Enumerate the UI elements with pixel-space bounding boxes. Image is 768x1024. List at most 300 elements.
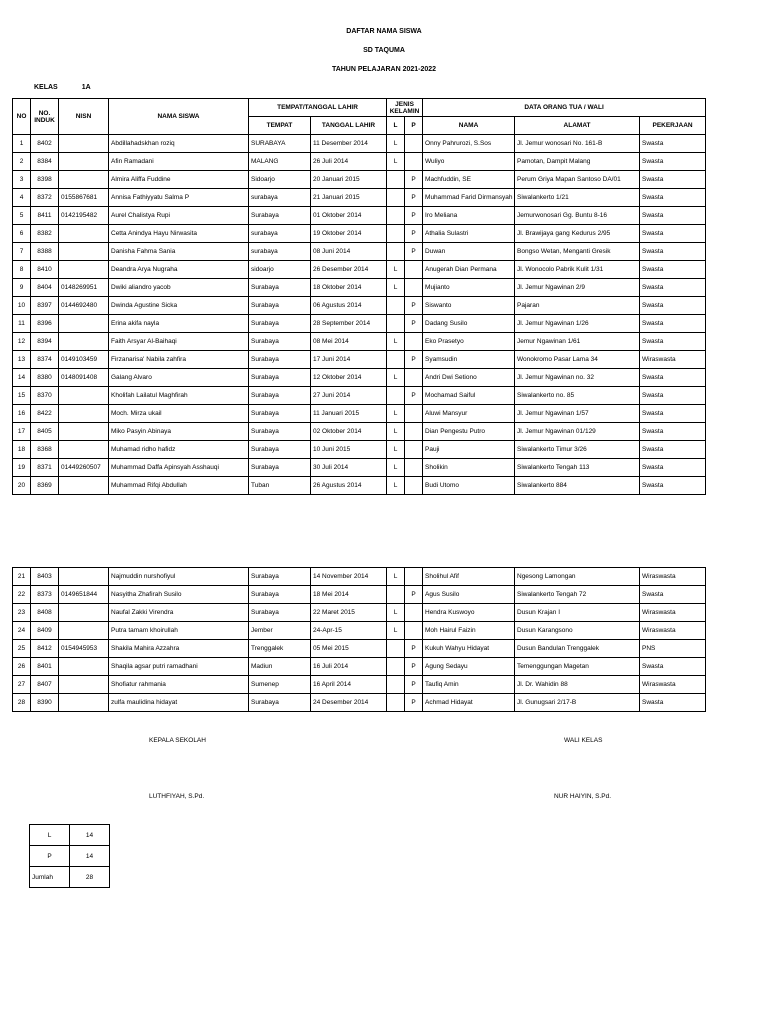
cell-no: 11 [13,315,31,333]
cell-nisn: 0144692480 [59,297,109,315]
student-row [13,676,706,694]
cell-nama-siswa: Galang Alvaro [109,369,249,387]
cell-no: 28 [13,694,31,712]
col-nisn: NISN [59,99,109,135]
cell-p [405,622,423,640]
cell-nama-siswa: Danisha Fahma Sania [109,243,249,261]
cell-alamat: Jl. Jemur wonosari No. 161-B [515,135,640,153]
student-row [13,459,706,477]
cell-nama-siswa: Miko Pasyin Abinaya [109,423,249,441]
cell-tanggal: 18 Oktober 2014 [311,279,387,297]
cell-tempat: Surabaya [249,351,311,369]
cell-tanggal: 24 Desember 2014 [311,694,387,712]
cell-nisn [59,423,109,441]
cell-tempat: Sidoarjo [249,171,311,189]
col-ttl: TEMPAT/TANGGAL LAHIR [249,99,387,117]
cell-tempat: Sumenep [249,676,311,694]
cell-no: 26 [13,658,31,676]
cell-tempat: Surabaya [249,279,311,297]
cell-induk: 8398 [31,171,59,189]
cell-ortu-nama: Iro Meliana [423,207,515,225]
student-table-continued [12,567,706,712]
cell-no: 18 [13,441,31,459]
cell-nama-siswa: Deandra Arya Nugraha [109,261,249,279]
cell-nisn [59,333,109,351]
cell-alamat: Jl. Jemur Ngawinan 2/9 [515,279,640,297]
cell-l: L [387,333,405,351]
cell-nama-siswa: Shaqila agsar putri ramadhani [109,658,249,676]
cell-tempat: Madiun [249,658,311,676]
cell-ortu-nama: Sholihul Afif [423,568,515,586]
cell-l: L [387,279,405,297]
cell-alamat: Jl. Wonocolo Pabrik Kulit 1/31 [515,261,640,279]
cell-induk: 8370 [31,387,59,405]
cell-nisn: 0148091408 [59,369,109,387]
cell-p: P [405,189,423,207]
cell-induk: 8408 [31,604,59,622]
cell-tanggal: 24-Apr-15 [311,622,387,640]
cell-induk: 8422 [31,405,59,423]
cell-induk: 8412 [31,640,59,658]
gender-summary-table [29,824,110,888]
cell-alamat: Perum Griya Mapan Santoso DA/01 [515,171,640,189]
cell-alamat: Jl. Dr. Wahidin 88 [515,676,640,694]
cell-alamat: Dusun Karangsono [515,622,640,640]
cell-tanggal: 20 Januari 2015 [311,171,387,189]
cell-p [405,279,423,297]
cell-p [405,423,423,441]
cell-nama-siswa: Faith Arsyar Al-Baihaqi [109,333,249,351]
student-row [13,604,706,622]
cell-tempat: Surabaya [249,568,311,586]
cell-tanggal: 16 Juli 2014 [311,658,387,676]
cell-tanggal: 26 Agustus 2014 [311,477,387,495]
cell-tempat: surabaya [249,243,311,261]
cell-pekerjaan: Wiraswasta [640,351,706,369]
cell-alamat: Siwalankerto Tengah 72 [515,586,640,604]
cell-tempat: Surabaya [249,441,311,459]
cell-ortu-nama: Achmad Hidayat [423,694,515,712]
student-row [13,171,706,189]
cell-no: 9 [13,279,31,297]
cell-nama-siswa: Putra tamam khoirullah [109,622,249,640]
cell-l [387,351,405,369]
summary-label: P [30,846,70,867]
cell-alamat: Jl. Jemur Ngawinan 1/26 [515,315,640,333]
cell-nama-siswa: zulfa maulidina hidayat [109,694,249,712]
cell-nama-siswa: Muhamad ridho hafidz [109,441,249,459]
cell-ortu-nama: Dian Pengestu Putro [423,423,515,441]
cell-no: 7 [13,243,31,261]
cell-nisn: 0149651844 [59,586,109,604]
cell-nisn [59,387,109,405]
cell-ortu-nama: Pauji [423,441,515,459]
cell-no: 6 [13,225,31,243]
cell-no: 4 [13,189,31,207]
homeroom-teacher-name: NUR HAIYIN, S.Pd. [554,793,612,800]
cell-tanggal: 08 Mei 2014 [311,333,387,351]
cell-l: L [387,423,405,441]
cell-tempat: Surabaya [249,333,311,351]
cell-ortu-nama: Hendra Kuswoyo [423,604,515,622]
cell-l [387,189,405,207]
cell-nisn [59,153,109,171]
cell-induk: 8401 [31,658,59,676]
cell-ortu-nama: Duwan [423,243,515,261]
cell-no: 19 [13,459,31,477]
cell-nama-siswa: Dwiki aliandro yacob [109,279,249,297]
cell-ortu-nama: Mochamad Saiful [423,387,515,405]
summary-value: 28 [70,867,110,888]
cell-l: L [387,261,405,279]
cell-alamat: Dusun Krajan I [515,604,640,622]
cell-nama-siswa: Annisa Fathiyyatu Salma P [109,189,249,207]
cell-pekerjaan: Swasta [640,261,706,279]
cell-tanggal: 17 Juni 2014 [311,351,387,369]
cell-pekerjaan: Wiraswasta [640,622,706,640]
cell-pekerjaan: Swasta [640,423,706,441]
cell-tempat: Surabaya [249,207,311,225]
cell-pekerjaan: Swasta [640,441,706,459]
summary-row [30,825,110,846]
cell-no: 27 [13,676,31,694]
cell-ortu-nama: Budi Utomo [423,477,515,495]
col-jenis-kelamin: JENIS KELAMIN [387,99,423,117]
cell-p [405,405,423,423]
cell-induk: 8388 [31,243,59,261]
cell-nisn: 0148269951 [59,279,109,297]
cell-tanggal: 11 Januari 2015 [311,405,387,423]
cell-p [405,441,423,459]
cell-pekerjaan: Swasta [640,459,706,477]
student-row [13,153,706,171]
cell-alamat: Ngesong Lamongan [515,568,640,586]
cell-ortu-nama: Moh Hairul Faizin [423,622,515,640]
cell-tanggal: 06 Agustus 2014 [311,297,387,315]
cell-nama-siswa: Erina akifa nayla [109,315,249,333]
student-row [13,694,706,712]
cell-alamat: Siwalankerto Tengah 113 [515,459,640,477]
cell-pekerjaan: Swasta [640,279,706,297]
cell-pekerjaan: Swasta [640,153,706,171]
cell-induk: 8409 [31,622,59,640]
cell-p: P [405,387,423,405]
cell-induk: 8374 [31,351,59,369]
cell-pekerjaan: Swasta [640,333,706,351]
cell-nama-siswa: Abdillahadskhan roziq [109,135,249,153]
cell-l [387,586,405,604]
academic-year: TAHUN PELAJARAN 2021-2022 [331,66,437,73]
cell-nama-siswa: Shofiatur rahmania [109,676,249,694]
cell-p: P [405,351,423,369]
cell-pekerjaan: Swasta [640,387,706,405]
cell-induk: 8368 [31,441,59,459]
cell-nisn [59,622,109,640]
cell-nisn [59,694,109,712]
cell-induk: 8410 [31,261,59,279]
cell-l [387,207,405,225]
cell-nisn [59,658,109,676]
summary-label: Jumlah [30,867,70,888]
cell-l: L [387,153,405,171]
cell-p [405,261,423,279]
cell-p [405,333,423,351]
cell-ortu-nama: Kukuh Wahyu Hidayat [423,640,515,658]
cell-pekerjaan: Swasta [640,243,706,261]
cell-alamat: Siwalankerto 884 [515,477,640,495]
col-alamat: ALAMAT [515,117,640,135]
cell-pekerjaan: Swasta [640,315,706,333]
cell-ortu-nama: Anugerah Dian Permana [423,261,515,279]
cell-induk: 8390 [31,694,59,712]
cell-l [387,387,405,405]
student-table-body [13,135,706,495]
summary-row [30,846,110,867]
cell-l [387,225,405,243]
cell-l: L [387,405,405,423]
cell-l: L [387,441,405,459]
cell-induk: 8371 [31,459,59,477]
cell-induk: 8404 [31,279,59,297]
cell-nama-siswa: Almira Aliffa Fuddine [109,171,249,189]
cell-tanggal: 16 April 2014 [311,676,387,694]
student-row [13,622,706,640]
cell-tempat: Trenggalek [249,640,311,658]
student-row [13,387,706,405]
cell-alamat: Bongso Wetan, Menganti Gresik [515,243,640,261]
cell-alamat: Siwalankerto Timur 3/26 [515,441,640,459]
cell-pekerjaan: Wiraswasta [640,604,706,622]
cell-ortu-nama: Athalia Sulastri [423,225,515,243]
cell-no: 15 [13,387,31,405]
class-label: KELAS [34,84,58,91]
homeroom-teacher-title: WALI KELAS [564,737,603,744]
cell-nama-siswa: Afin Ramadani [109,153,249,171]
cell-induk: 8411 [31,207,59,225]
cell-ortu-nama: Syamsudin [423,351,515,369]
cell-tempat: Surabaya [249,586,311,604]
col-ortu-nama: NAMA [423,117,515,135]
cell-pekerjaan: Swasta [640,207,706,225]
student-row [13,189,706,207]
col-l: L [387,117,405,135]
document-title: DAFTAR NAMA SISWA [346,28,422,35]
cell-nama-siswa: Naufal Zakki Virendra [109,604,249,622]
cell-alamat: Jl. Gunugsari 2/17-B [515,694,640,712]
cell-nama-siswa: Cetta Anindya Hayu Nirwasita [109,225,249,243]
cell-induk: 8373 [31,586,59,604]
cell-p: P [405,297,423,315]
cell-induk: 8397 [31,297,59,315]
cell-nama-siswa: Dwinda Agustine Sicka [109,297,249,315]
cell-pekerjaan: PNS [640,640,706,658]
cell-tanggal: 02 Oktober 2014 [311,423,387,441]
col-nama-siswa: NAMA SISWA [109,99,249,135]
summary-value: 14 [70,825,110,846]
cell-induk: 8369 [31,477,59,495]
cell-l: L [387,369,405,387]
cell-tempat: Surabaya [249,694,311,712]
cell-tanggal: 01 Oktober 2014 [311,207,387,225]
cell-nisn: 01449260507 [59,459,109,477]
cell-tempat: Surabaya [249,405,311,423]
cell-no: 25 [13,640,31,658]
cell-nisn: 0154945953 [59,640,109,658]
cell-p [405,153,423,171]
cell-nama-siswa: Moch. Mirza ukail [109,405,249,423]
col-no: NO [13,99,31,135]
cell-no: 21 [13,568,31,586]
cell-p [405,369,423,387]
student-row [13,351,706,369]
cell-l [387,676,405,694]
cell-nisn: 0142195482 [59,207,109,225]
cell-no: 12 [13,333,31,351]
cell-pekerjaan: Swasta [640,225,706,243]
cell-tanggal: 28 September 2014 [311,315,387,333]
cell-ortu-nama: Mujianto [423,279,515,297]
cell-tempat: Jember [249,622,311,640]
cell-ortu-nama: Wuliyo [423,153,515,171]
student-row [13,658,706,676]
cell-alamat: Jemurwonosari Gg. Buntu 8-16 [515,207,640,225]
cell-tempat: Surabaya [249,423,311,441]
cell-tempat: Tuban [249,477,311,495]
cell-p: P [405,171,423,189]
col-tanggal: TANGGAL LAHIR [311,117,387,135]
cell-l: L [387,459,405,477]
col-induk: NO. INDUK [31,99,59,135]
cell-alamat: Pamotan, Dampit Malang [515,153,640,171]
student-row [13,441,706,459]
cell-no: 24 [13,622,31,640]
student-row [13,243,706,261]
cell-alamat: Jemur Ngawinan 1/61 [515,333,640,351]
cell-tanggal: 18 Mei 2014 [311,586,387,604]
principal-name: LUTHFIYAH, S.Pd. [149,793,205,800]
cell-tempat: Surabaya [249,297,311,315]
student-row [13,279,706,297]
summary-value: 14 [70,846,110,867]
cell-nisn [59,405,109,423]
cell-l: L [387,622,405,640]
cell-nisn [59,261,109,279]
cell-nama-siswa: Najmuddin nurshofiyul [109,568,249,586]
cell-induk: 8394 [31,333,59,351]
student-row [13,297,706,315]
cell-tempat: Surabaya [249,369,311,387]
principal-title: KEPALA SEKOLAH [149,737,206,744]
cell-no: 10 [13,297,31,315]
cell-pekerjaan: Swasta [640,189,706,207]
cell-pekerjaan: Swasta [640,171,706,189]
school-name: SD TAQUMA [363,47,405,54]
cell-p: P [405,694,423,712]
col-orang-tua: DATA ORANG TUA / WALI [423,99,706,117]
cell-l: L [387,568,405,586]
cell-ortu-nama: Eko Prasetyo [423,333,515,351]
cell-p: P [405,586,423,604]
cell-tempat: Surabaya [249,387,311,405]
cell-tanggal: 21 Januari 2015 [311,189,387,207]
cell-p [405,604,423,622]
cell-p: P [405,640,423,658]
cell-no: 16 [13,405,31,423]
cell-nama-siswa: Kholifah Lailatul Maghfirah [109,387,249,405]
cell-nama-siswa: Muhammad Daffa Apinsyah Asshauqi [109,459,249,477]
student-row [13,333,706,351]
cell-nisn [59,477,109,495]
cell-pekerjaan: Wiraswasta [640,568,706,586]
cell-nama-siswa: Firzanarisa' Nabila zahfira [109,351,249,369]
cell-nisn [59,135,109,153]
cell-pekerjaan: Swasta [640,694,706,712]
cell-no: 17 [13,423,31,441]
cell-l [387,640,405,658]
cell-l [387,243,405,261]
cell-nisn: 0155867681 [59,189,109,207]
cell-l [387,315,405,333]
cell-tanggal: 22 Maret 2015 [311,604,387,622]
cell-tempat: Surabaya [249,459,311,477]
cell-ortu-nama: Muhammad Farid Dirmansyah [423,189,515,207]
cell-induk: 8405 [31,423,59,441]
cell-tempat: Surabaya [249,604,311,622]
cell-nisn [59,171,109,189]
cell-ortu-nama: Agung Sedayu [423,658,515,676]
cell-no: 2 [13,153,31,171]
cell-tanggal: 30 Juli 2014 [311,459,387,477]
col-pekerjaan: PEKERJAAN [640,117,706,135]
cell-nisn [59,676,109,694]
student-row [13,207,706,225]
cell-nama-siswa: Shakila Mahira Azzahra [109,640,249,658]
cell-p: P [405,243,423,261]
cell-alamat: Siwalankerto 1/21 [515,189,640,207]
cell-l [387,171,405,189]
cell-l [387,297,405,315]
cell-l: L [387,477,405,495]
cell-tanggal: 12 Oktober 2014 [311,369,387,387]
cell-ortu-nama: Taufiq Amin [423,676,515,694]
cell-pekerjaan: Wiraswasta [640,676,706,694]
cell-no: 23 [13,604,31,622]
student-row [13,586,706,604]
cell-tempat: SURABAYA [249,135,311,153]
cell-no: 5 [13,207,31,225]
cell-tanggal: 11 Desember 2014 [311,135,387,153]
cell-tempat: MALANG [249,153,311,171]
student-row [13,261,706,279]
cell-pekerjaan: Swasta [640,477,706,495]
student-row [13,315,706,333]
cell-induk: 8384 [31,153,59,171]
cell-nisn [59,243,109,261]
cell-tanggal: 05 Mei 2015 [311,640,387,658]
cell-alamat: Temenggungan Magetan [515,658,640,676]
cell-p: P [405,225,423,243]
cell-nama-siswa: Muhammad Rifqi Abdullah [109,477,249,495]
cell-alamat: Jl. Brawijaya gang Kedurus 2/95 [515,225,640,243]
student-row [13,135,706,153]
cell-induk: 8396 [31,315,59,333]
cell-pekerjaan: Swasta [640,369,706,387]
cell-pekerjaan: Swasta [640,405,706,423]
cell-tanggal: 10 Juni 2015 [311,441,387,459]
cell-pekerjaan: Swasta [640,135,706,153]
cell-l: L [387,604,405,622]
cell-nisn [59,315,109,333]
